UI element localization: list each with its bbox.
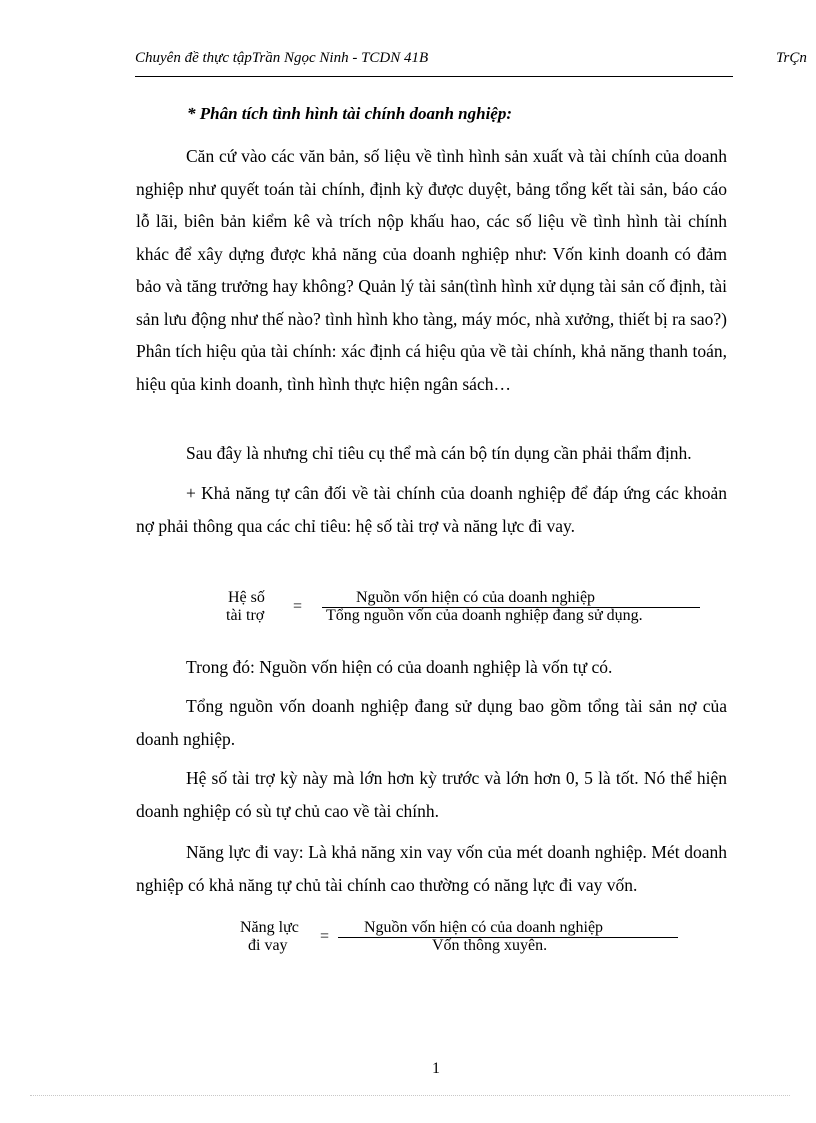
paragraph-3: + Khả năng tự cân đối về tài chính của doanh nghiệp để đáp ứng các khoản nợ phải thông qua các chỉ tiêu: hệ số tài trợ và năng lực đi vay. (136, 483, 727, 536)
formula2-equals: = (320, 928, 330, 945)
formula2-lhs-line2: đi vay (248, 937, 288, 954)
paragraph-2: Sau đây là nhưng chỉ tiêu cụ thể mà cán bộ tín dụng cần phải thẩm định. (186, 443, 692, 463)
formula1-numerator: Nguồn vốn hiện có của doanh nghiệp (356, 589, 596, 606)
paragraph-4: Trong đó: Nguồn vốn hiện có của doanh nghiệp là vốn tự có. (186, 657, 613, 677)
header-right-text: TrÇn (776, 50, 807, 66)
section-heading: * Phân tích tình hình tài chính doanh nghiệp: (187, 104, 513, 123)
page-bottom-divider (30, 1095, 790, 1096)
paragraph-1: Căn cứ vào các văn bản, số liệu về tình hình sản xuất và tài chính của doanh nghiệp như quyết toán tài chính, định kỳ được duyệt, bảng tổng kết tài sản, báo cáo lỗ lãi, biên bản kiểm kê và trích nộp khấu hao, các số liệu về tình hình tài chính khác để xây dựng được khả năng của doanh nghiệp như: Vốn kinh doanh có đảm bảo và tăng trưởng hay không? Quản lý tài sản(tình hình xử dụng tài sản cố định, tài sản lưu động như thế nào? tình hình kho tàng, máy móc, nhà xưởng, thiết bị ra sao?) Phân tích hiệu qủa tài chính: xác định cá hiệu qủa về tài chính, khả năng thanh toán, hiệu qủa kinh doanh, tình hình thực hiện ngân sách… (136, 146, 727, 394)
formula1-equals: = (293, 598, 303, 615)
paragraph-5: Tổng nguồn vốn doanh nghiệp đang sử dụng bao gồm tổng tài sản nợ của doanh nghiệp. (136, 696, 727, 749)
formula2-numerator: Nguồn vốn hiện có của doanh nghiệp (364, 919, 604, 936)
header-title: Chuyên đề thực tậpTrần Ngọc Ninh - TCDN 41B (135, 50, 429, 66)
paragraph-6: Hệ số tài trợ kỳ này mà lớn hơn kỳ trước và lớn hơn 0, 5 là tốt. Nó thể hiện doanh nghiệp có sù tự chủ cao về tài chính. (136, 768, 727, 821)
formula2-denominator: Vốn thông xuyên. (432, 937, 548, 954)
formula1-denominator: Tổng nguồn vốn của doanh nghiệp đang sử dụng. (326, 607, 643, 624)
formula1-lhs-line1: Hệ số (228, 589, 265, 606)
paragraph-7: Năng lực đi vay: Là khả năng xin vay vốn của mét doanh nghiệp. Mét doanh nghiệp có khả năng tự chủ tài chính cao thường có năng lực đi vay vốn. (136, 842, 727, 895)
page-number: 1 (432, 1060, 440, 1077)
formula1-lhs-line2: tài trợ (226, 607, 265, 624)
formula2-lhs-line1: Năng lực (240, 919, 299, 936)
header-divider (135, 76, 733, 77)
